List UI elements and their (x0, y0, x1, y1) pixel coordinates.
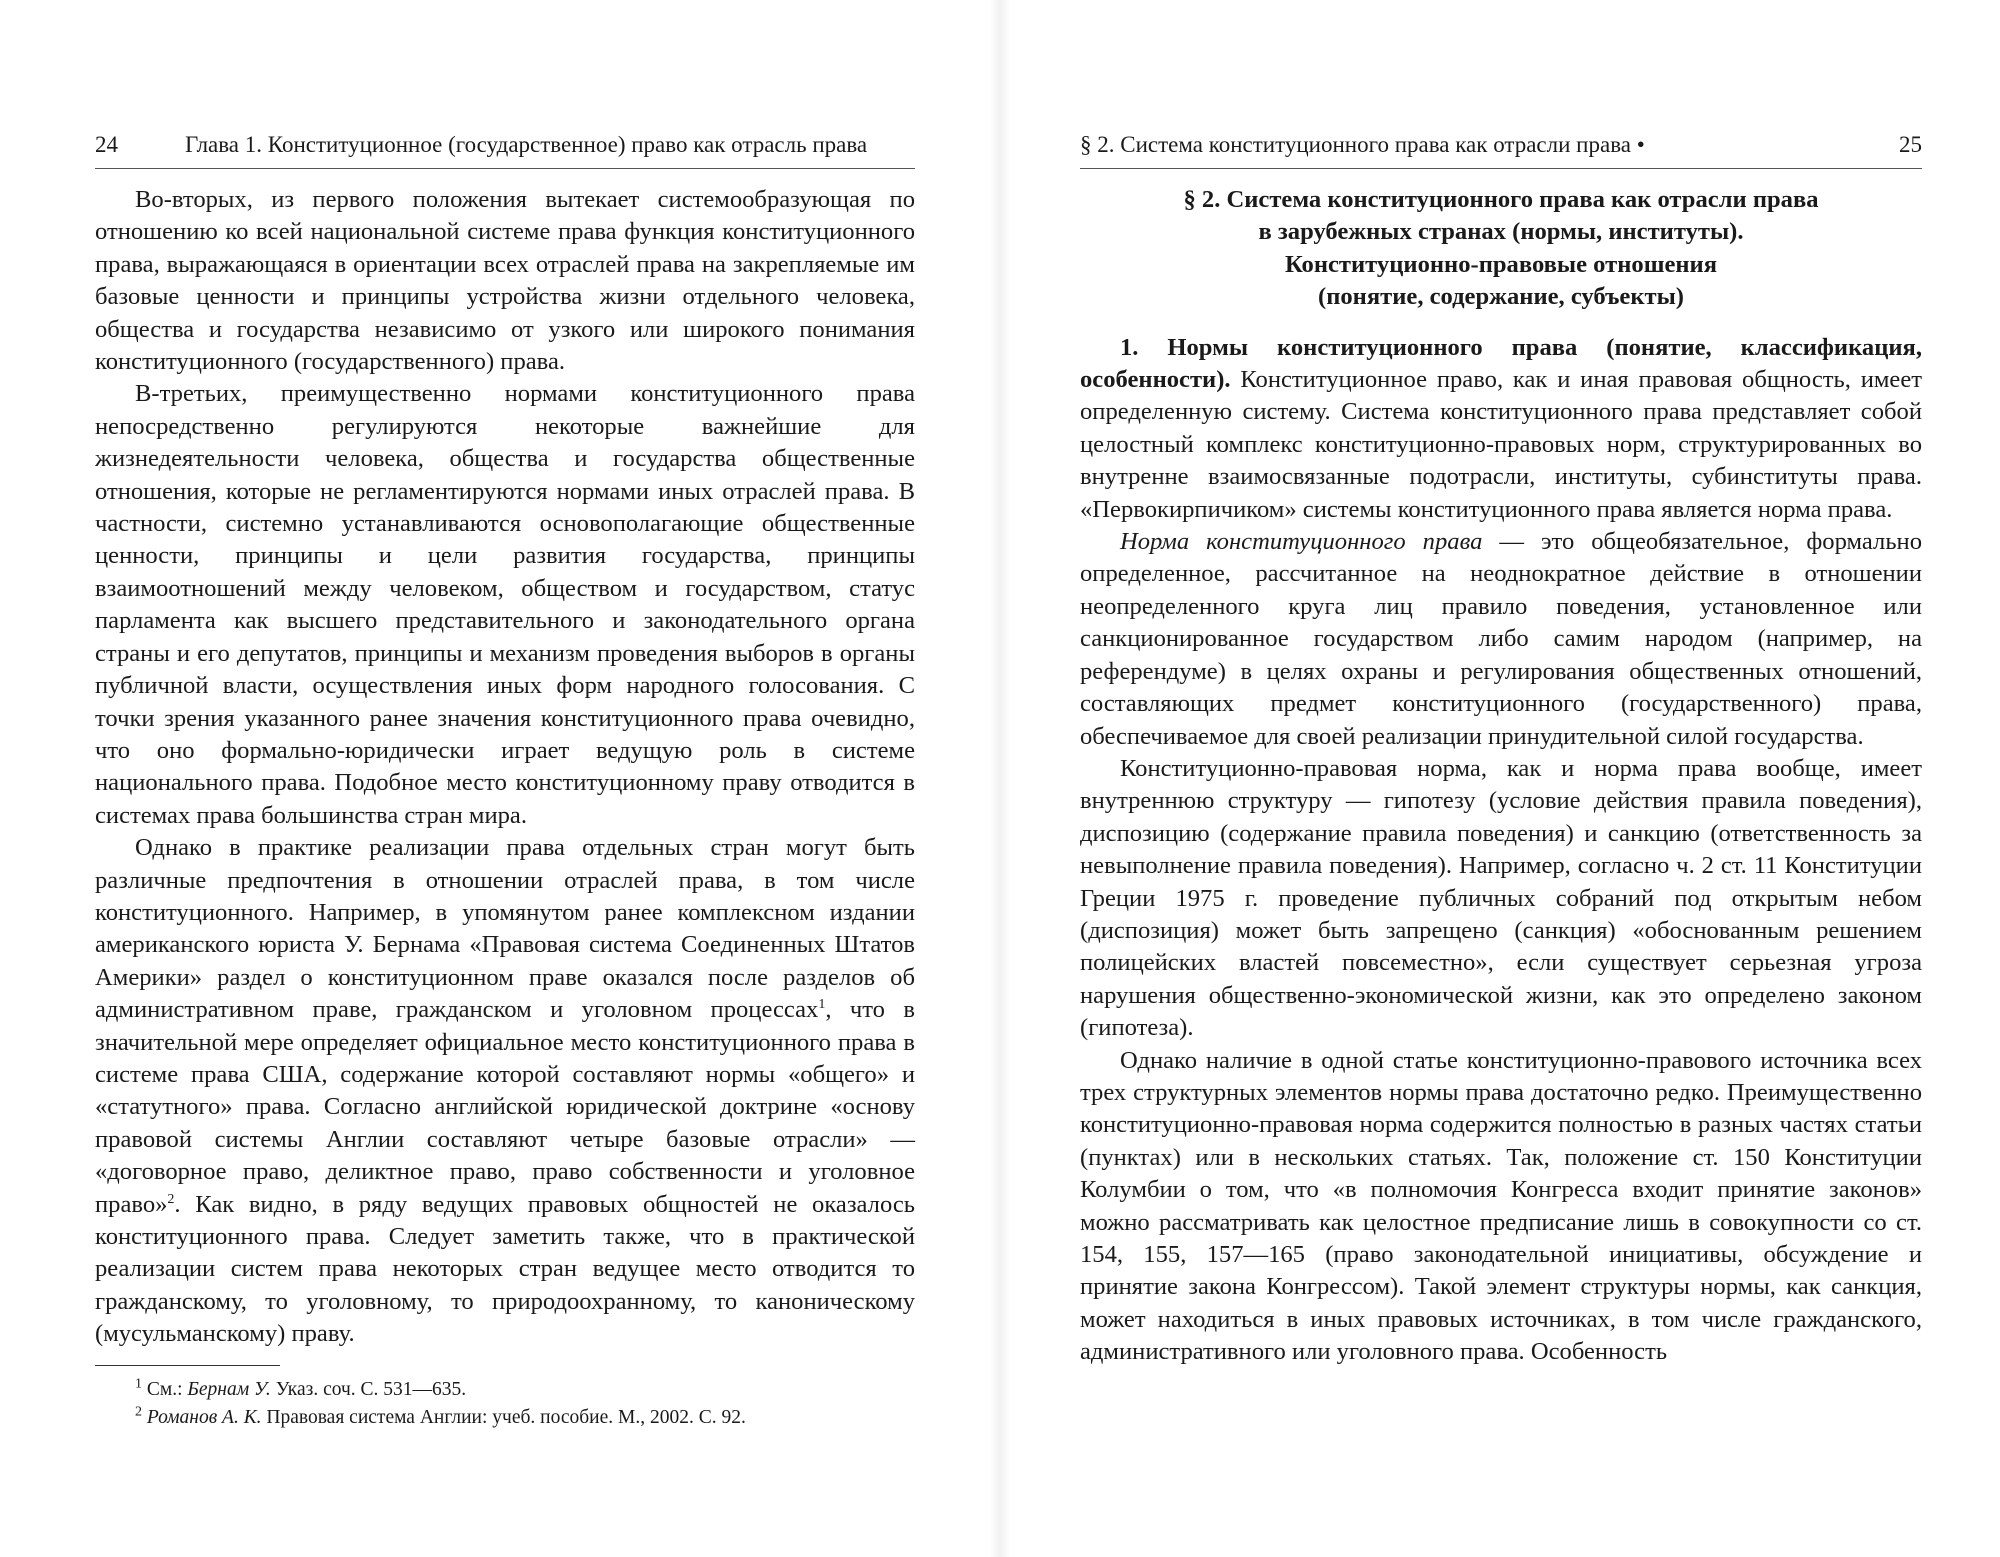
book-spine (990, 0, 1010, 1557)
paragraph (1080, 526, 1922, 753)
heading-line: (понятие, содержание, субъекты) (1318, 283, 1684, 311)
footnote-prefix: См.: (142, 1378, 188, 1400)
text-run: Конституционное право, как и иная правовая общность, имеет определенную систему. Система конституционного права представляет собой целостный комплекс конституционно-правовых норм, структурированных во внутренне взаимосвязанные подотрасли, институты, субинституты права. «Первокирпичиком» системы конституционного права является норма права. (1080, 366, 1922, 523)
footnote-author: Романов А. К. (146, 1406, 262, 1428)
subsection-title: 1. Нормы конституционного права (понятие, классификация, особенности). (1080, 333, 1922, 394)
paragraph (95, 832, 915, 1351)
footnote-ref: 2 (167, 1191, 175, 1207)
text-run: — это общеобязательное, формально определенное, рассчитанное на неоднократное действие в отношении неопределенного круга лиц правило поведения, установленное или санкционированное государством либо самим народом (например, на референдуме) в целях охраны и регулирования общественных отношений, составляющих предмет конституционного (государственного) права, обеспечиваемое для своей реализации принудительной силой государства. (1080, 528, 1922, 750)
paragraph (1080, 332, 1922, 526)
running-head-title-right: § 2. Система конституционного права как отрасли права • (1080, 132, 1645, 157)
running-head-title-left: Глава 1. Конституционное (государственное) право как отрасль права (185, 132, 868, 157)
section-heading (1080, 184, 1922, 314)
defined-term: Норма конституционного права (1120, 528, 1483, 556)
text-run: . Как видно, в ряду ведущих правовых общностей не оказалось конституционного права. Следует заметить также, что в практической реализации систем права некоторых стран ведущее место отводится то гражданскому, то уголовному, то природоохранному, то каноническому (мусульманскому) праву. (95, 1190, 915, 1348)
footnote-text: Указ. соч. С. 531—635. (270, 1378, 467, 1400)
page-number-left: 24 (95, 132, 118, 157)
right-body (1080, 184, 1922, 1369)
right-page (1010, 0, 2000, 1557)
heading-line: Конституционно-правовые отношения (1284, 250, 1718, 278)
footnote-author: Бернам У. (187, 1378, 271, 1400)
footnote-rule (95, 1365, 280, 1366)
heading-line: § 2. Система конституционного права как отрасли права (1183, 186, 1819, 213)
footnote (95, 1404, 915, 1432)
paragraph: Конституционно-правовая норма, как и норма права вообще, имеет внутреннюю структуру — гипотезу (условие действия правила поведения), диспозицию (содержание правила поведения) и санкцию (ответственность за невыполнение правила поведения). Например, согласно ч. 2 ст. 11 Конституции Греции 1975 г. проведение публичных собраний под открытым небом (диспозиция) может быть запрещено (санкция) «обоснованным решением полицейских властей повсеместно», если существует серьезная угроза нарушения общественно-экономической жизни, как это определено законом (гипотеза). (1080, 754, 1922, 1042)
header-rule-right (1080, 168, 1922, 169)
left-body (95, 184, 915, 1432)
footnote (95, 1376, 915, 1404)
footnote-ref: 1 (818, 996, 826, 1012)
text-run: Однако в практике реализации права отдельных стран могут быть различные предпочтения в отношении отраслей права, в том числе конституционного. Например, в упомянутом ранее комплексном издании американского юриста У. Бернама «Правовая система Соединенных Штатов Америки» раздел о конституционном праве оказался после разделов об административном праве, гражданском и уголовном процессах (95, 834, 915, 1024)
footnote-mark: 1 (135, 1376, 142, 1392)
header-rule-left (95, 168, 915, 169)
footnote-mark: 2 (135, 1404, 142, 1420)
left-page (0, 0, 990, 1557)
footnote-text: Правовая система Англии: учеб. пособие. М., 2002. С. 92. (261, 1406, 746, 1428)
heading-line: в зарубежных странах (нормы, институты). (1258, 218, 1744, 246)
paragraph: Во-вторых, из первого положения вытекает системообразующая по отношению ко всей национальной системе права функция конституционного права, выражающаяся в ориентации всех отраслей права на закрепляемые им базовые ценности и принципы устройства жизни отдельного человека, общества и государства независимо от узкого или широкого понимания конституционного (государственного) права. (95, 186, 915, 376)
paragraph: Однако наличие в одной статье конституционно-правового источника всех трех структурных элементов нормы права достаточно редко. Преимущественно конституционно-правовая норма содержится полностью в разных частях статьи (пунктах) или в нескольких статьях. Так, положение ст. 150 Конституции Колумбии о том, что «в полномочия Конгресса входит принятие законов» можно рассматривать как целостное предписание лишь в совокупности со ст. 154, 155, 157—165 (право законодательной инициативы, обсуждение и принятие закона Конгрессом). Такой элемент структуры нормы, как санкция, может находиться в иных правовых источниках, в том числе гражданского, административного или уголовного права. Особенность (1080, 1046, 1922, 1366)
paragraph: В-третьих, преимущественно нормами конституционного права непосредственно регулируются некоторые важнейшие для жизнедеятельности человека, общества и государства общественные отношения, которые не регламентируются нормами иных отраслей права. В частности, системно устанавливаются основополагающие общественные ценности, принципы и цели развития государства, принципы взаимоотношений между человеком, обществом и государством, статус парламента как высшего представительного и законодательного органа страны и его депутатов, принципы и механизм проведения выборов в органы публичной власти, осуществления иных форм народного голосования. С точки зрения указанного ранее значения конституционного права очевидно, что оно формально-юридически играет ведущую роль в системе национального права. Подобное место конституционному праву отводится в системах права большинства стран мира. (95, 380, 915, 829)
text-run: , что в значительной мере определяет официальное место конституционного права в системе права США, содержание которой составляют нормы «общего» и «статутного» права. Согласно английской юридической доктрине «основу правовой системы Англии составляют четыре базовые отрасли» — «договорное право, деликтное право, право собственности и уголовное право» (95, 996, 915, 1218)
page-number-right: 25 (1899, 132, 1922, 157)
